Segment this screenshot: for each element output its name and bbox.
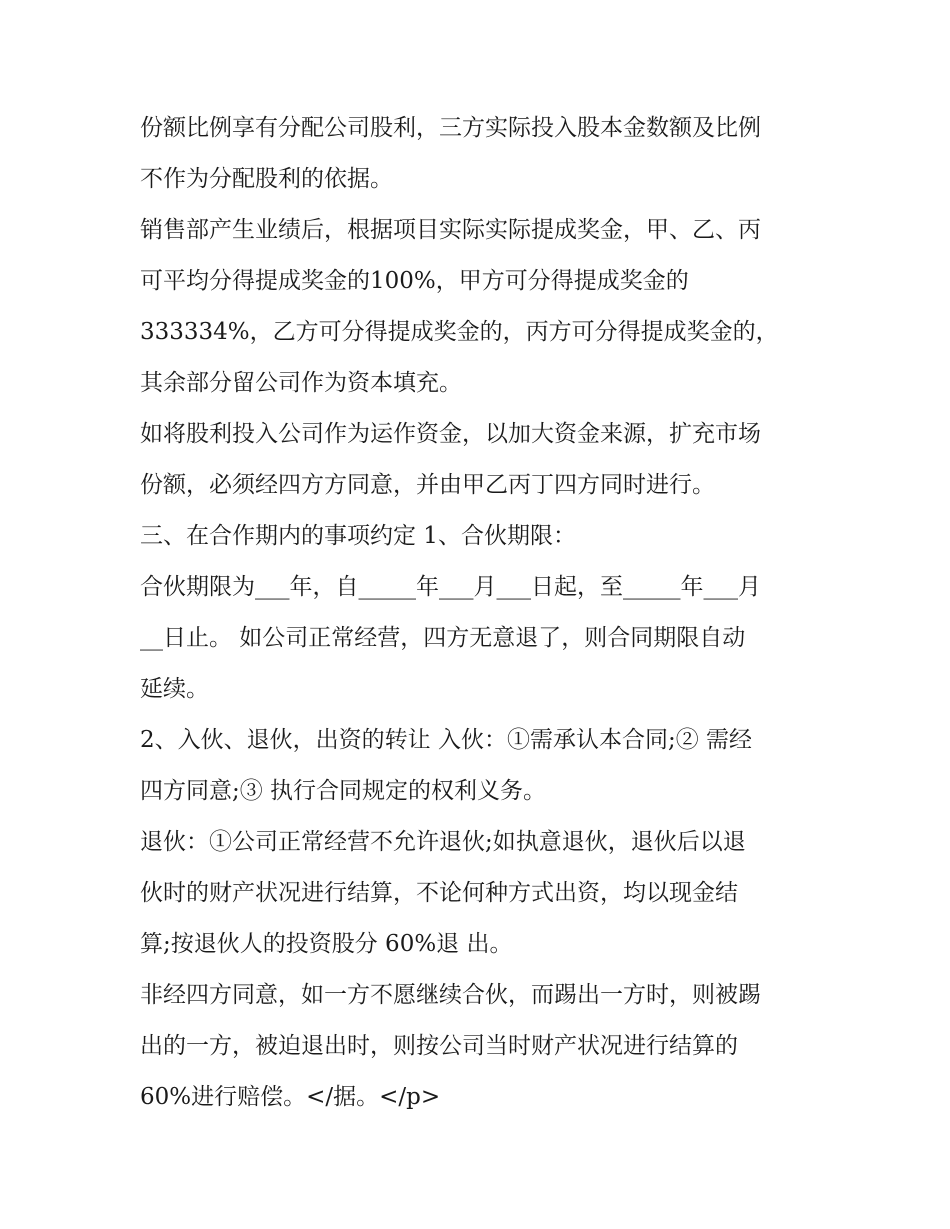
text-line: 其余部分留公司作为资本填充。 [140, 370, 462, 396]
text-line: 份额，必须经四方方同意，并由甲乙丙丁四方同时进行。 [140, 472, 715, 498]
text-line: 合伙期限为___年，自_____年___月___日起，至_____年___月 [140, 574, 761, 600]
text-line: __日止。 如公司正常经营，四方无意退了，则合同期限自动 [140, 625, 746, 651]
text-line: 非经四方同意，如一方不愿继续合伙，而踢出一方时，则被踢 [140, 982, 761, 1008]
text-line: 退伙：①公司正常经营不允许退伙;如执意退伙，退伙后以退 [140, 829, 746, 855]
text-line: 不作为分配股利的依据。 [140, 166, 393, 192]
text-line: 延续。 [140, 676, 209, 702]
text-line: 60%进行赔偿。</据。</p> [140, 1084, 441, 1110]
text-line: 伙时的财产状况进行结算，不论何种方式出资，均以现金结 [140, 880, 738, 906]
text-line: 可平均分得提成奖金的100%，甲方可分得提成奖金的 [140, 268, 689, 294]
text-line: 如将股利投入公司作为运作资金，以加大资金来源，扩充市场 [140, 421, 761, 447]
text-line: 份额比例享有分配公司股利，三方实际投入股本金数额及比例 [140, 115, 761, 141]
text-line: 销售部产生业绩后，根据项目实际实际提成奖金，甲、乙、丙 [140, 217, 761, 243]
text-line: 算;按退伙人的投资股分 60%退 出。 [140, 931, 513, 957]
text-line: 四方同意;③ 执行合同规定的权利义务。 [140, 778, 547, 804]
text-line: 出的一方，被迫退出时，则按公司当时财产状况进行结算的 [140, 1033, 738, 1059]
text-line: 三、在合作期内的事项约定 1、合伙期限： [140, 523, 576, 549]
text-line: 2、入伙、退伙，出资的转让 入伙：①需承认本合同;② 需经 [140, 727, 753, 753]
text-line: 333334%，乙方可分得提成奖金的，丙方可分得提成奖金的， [140, 319, 779, 345]
